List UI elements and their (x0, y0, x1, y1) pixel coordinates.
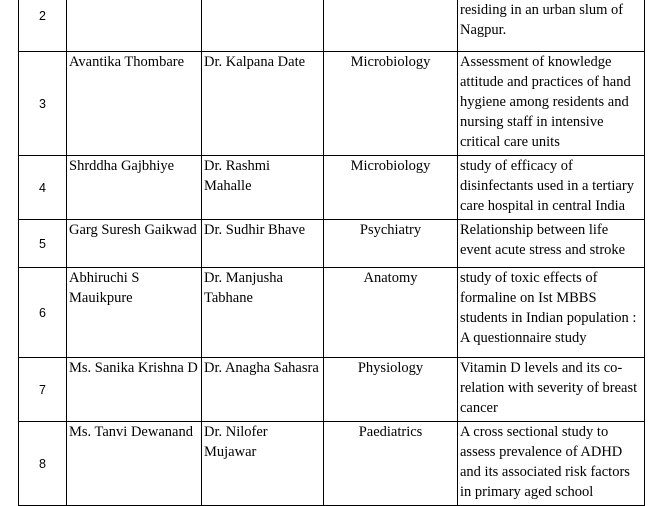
table-row (19, 268, 645, 358)
student-name-cell: Abhiruchi S Mauikpure (67, 268, 202, 358)
department-cell (324, 0, 458, 52)
department-cell: Anatomy (324, 268, 458, 358)
table-row (19, 358, 645, 422)
serial-number-cell: 8 (19, 422, 67, 506)
guide-name-cell: Dr. Rashmi Mahalle (202, 156, 324, 220)
topic-cell: Assessment of knowledge attitude and practices of hand hygiene among residents and nursing staff in intensive critical care units (458, 52, 645, 156)
topic-cell: A cross sectional study to assess prevalence of ADHD and its associated risk factors in primary aged school (458, 422, 645, 506)
guide-name-cell: Dr. Sudhir Bhave (202, 220, 324, 268)
topic-cell: study of toxic effects of formaline on Ist MBBS students in Indian population : A questionnaire study (458, 268, 645, 358)
topic-cell: study of efficacy of disinfectants used in a tertiary care hospital in central India (458, 156, 645, 220)
serial-number-cell: 5 (19, 220, 67, 268)
serial-number-cell: 2 (19, 0, 67, 52)
guide-name-cell (202, 0, 324, 52)
student-name-cell: Avantika Thombare (67, 52, 202, 156)
serial-number-cell: 3 (19, 52, 67, 156)
guide-name-cell: Dr. Anagha Sahasra (202, 358, 324, 422)
serial-number-cell: 4 (19, 156, 67, 220)
student-name-cell: Ms. Sanika Krishna D (67, 358, 202, 422)
guide-name-cell: Dr. Nilofer Mujawar (202, 422, 324, 506)
department-cell: Microbiology (324, 52, 458, 156)
table-row (19, 156, 645, 220)
serial-number-cell: 7 (19, 358, 67, 422)
topic-cell: Relationship between life event acute stress and stroke (458, 220, 645, 268)
table-row (19, 422, 645, 506)
research-projects-table (18, 0, 645, 506)
table-row (19, 220, 645, 268)
department-cell: Physiology (324, 358, 458, 422)
department-cell: Psychiatry (324, 220, 458, 268)
topic-cell: Vitamin D levels and its co-relation with severity of breast cancer (458, 358, 645, 422)
guide-name-cell: Dr. Manjusha Tabhane (202, 268, 324, 358)
serial-number-cell: 6 (19, 268, 67, 358)
table-row (19, 0, 645, 52)
table-row (19, 52, 645, 156)
topic-cell: residing in an urban slum of Nagpur. (458, 0, 645, 52)
student-name-cell (67, 0, 202, 52)
student-name-cell: Garg Suresh Gaikwad (67, 220, 202, 268)
guide-name-cell: Dr. Kalpana Date (202, 52, 324, 156)
student-name-cell: Shrddha Gajbhiye (67, 156, 202, 220)
student-name-cell: Ms. Tanvi Dewanand (67, 422, 202, 506)
department-cell: Microbiology (324, 156, 458, 220)
department-cell: Paediatrics (324, 422, 458, 506)
